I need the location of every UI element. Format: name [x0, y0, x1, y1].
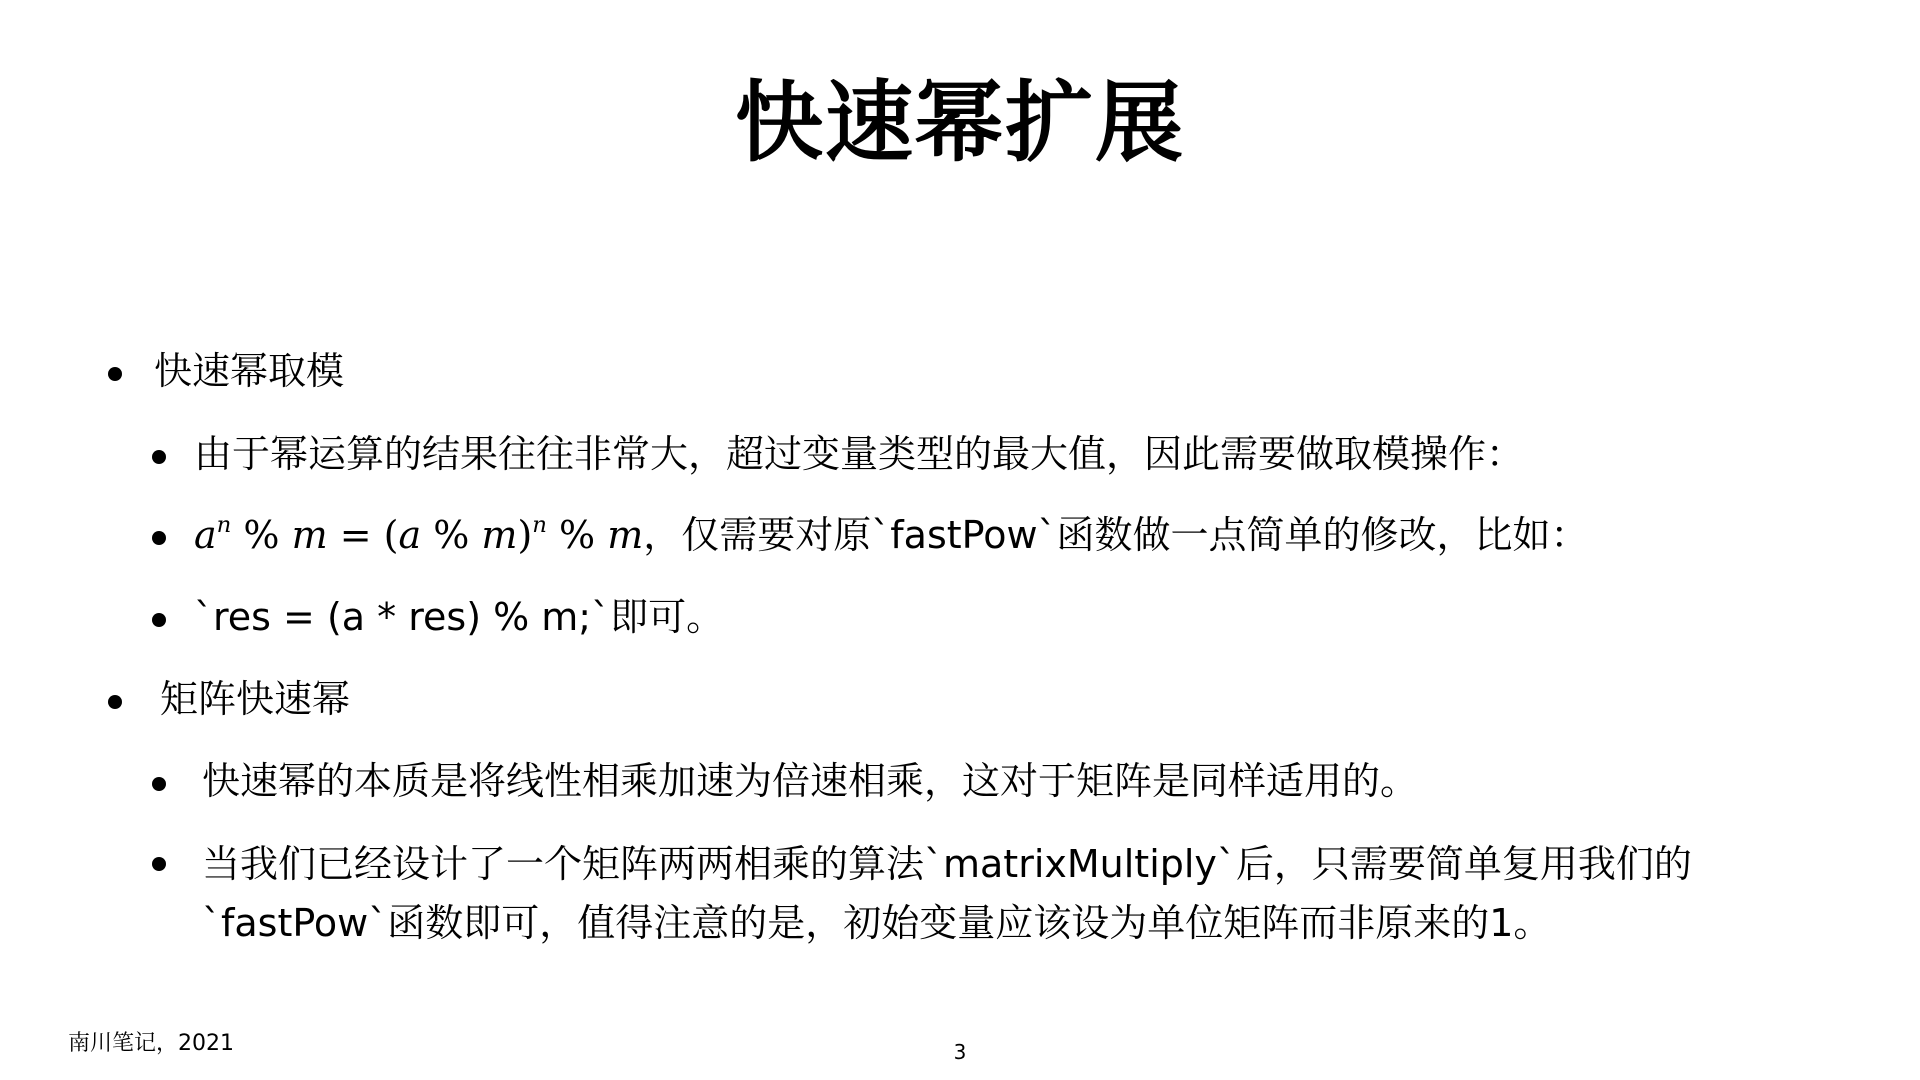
bullet-dot: [152, 777, 166, 791]
bullet-dot: [108, 695, 122, 709]
bullet-dot: [152, 531, 166, 545]
section-heading: 快速幂取模: [154, 349, 345, 393]
list-item-line-1: 当我们已经设计了一个矩阵两两相乘的算法`matrixMultiply`后，只需要简单复用我们的: [202, 842, 1692, 886]
list-item-text: 快速幂的本质是将线性相乘加速为倍速相乘，这对于矩阵是同样适用的。: [202, 759, 1419, 803]
list-item-formula: [152, 509, 1589, 562]
bullet-dot: [108, 367, 122, 381]
formula-line: [194, 509, 1589, 562]
bullet-dot: [152, 857, 166, 871]
list-item: [152, 755, 1418, 808]
list-item-text: `res = (a * res) % m;`即可。: [194, 595, 725, 639]
list-item-text: 由于幂运算的结果往往非常大，超过变量类型的最大值，因此需要做取模操作：: [194, 432, 1525, 476]
section-fast-pow-mod: [108, 345, 344, 398]
section-heading: 矩阵快速幂: [160, 677, 351, 721]
page-number: 3: [953, 1040, 967, 1064]
list-item: [152, 428, 1524, 481]
list-item-text: [202, 835, 1692, 953]
slide-title: 快速幂扩展: [734, 71, 1185, 174]
bullet-dot: [152, 613, 166, 627]
list-item: [152, 591, 724, 644]
list-item-multiline: [152, 835, 1692, 953]
formula: $a^n$ % m = (a % m)$^n$ % m: [194, 512, 644, 557]
footer-credit: 南川笔记，2021: [68, 1031, 234, 1056]
formula-suffix: ，仅需要对原`fastPow`函数做一点简单的修改，比如：: [643, 513, 1589, 557]
bullet-dot: [152, 450, 166, 464]
section-matrix-fast-pow: [108, 673, 350, 726]
list-item-line-2: `fastPow`函数即可，值得注意的是，初始变量应该设为单位矩阵而非原来的1。: [202, 900, 1552, 945]
